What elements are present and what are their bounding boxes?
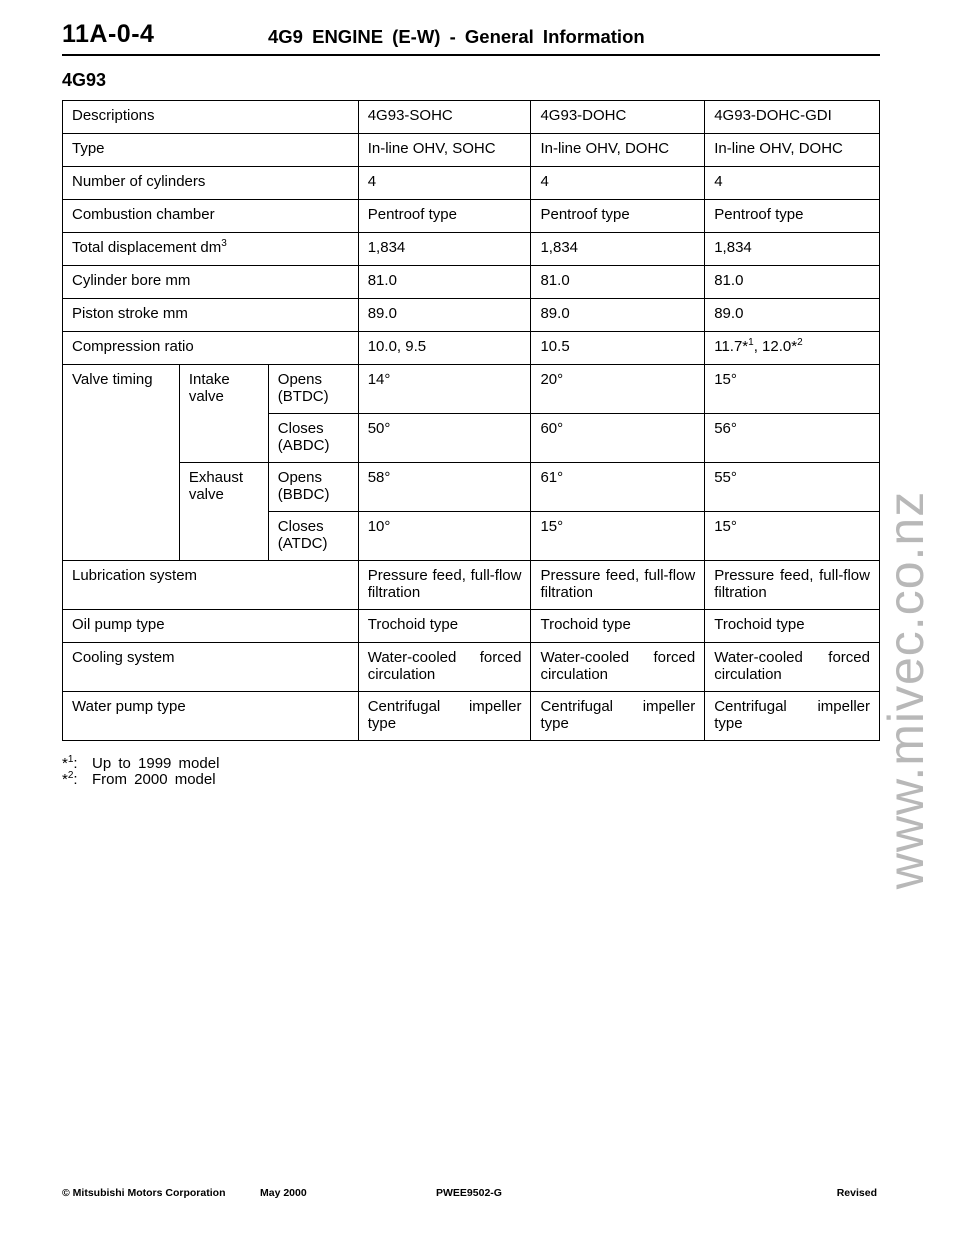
footer-status: Revised: [836, 1187, 877, 1199]
table-row: [63, 692, 880, 741]
row-label: Piston stroke mm: [63, 299, 359, 332]
cell-gdi: Trochoid type: [705, 610, 880, 643]
footnote-text: Up to 1999 model: [92, 755, 220, 772]
cell-sohc: 58°: [358, 463, 531, 512]
cell-gdi: 56°: [705, 414, 880, 463]
superscript: 3: [221, 238, 227, 249]
cell-dohc: Pentroof type: [531, 200, 705, 233]
table-row: [63, 134, 880, 167]
cell-dohc: Trochoid type: [531, 610, 705, 643]
table-row: [63, 299, 880, 332]
superscript: 1: [67, 754, 74, 765]
cell-dohc: 89.0: [531, 299, 705, 332]
table-row: [63, 233, 880, 266]
cell-sohc: 14°: [358, 365, 531, 414]
header-sohc: 4G93-SOHC: [358, 101, 531, 134]
cell-dohc: 10.5: [531, 332, 705, 365]
row-label: Cylinder bore mm: [63, 266, 359, 299]
cell-dohc: Water-cooled forced circulation: [531, 643, 705, 692]
cell-dohc: 4: [531, 167, 705, 200]
table-row: [63, 463, 880, 512]
table-row: [63, 332, 880, 365]
row-label: Number of cylinders: [63, 167, 359, 200]
row-label: Water pump type: [63, 692, 359, 741]
cell-gdi: Pressure feed, full-flow filtration: [705, 561, 880, 610]
cell-dohc: 20°: [531, 365, 705, 414]
row-label: Oil pump type: [63, 610, 359, 643]
exhaust-closes-label: Closes (ATDC): [268, 512, 358, 561]
cell-gdi: Water-cooled forced circulation: [705, 643, 880, 692]
footer-copyright: © Mitsubishi Motors Corporation: [62, 1187, 226, 1199]
cell-gdi: 15°: [705, 365, 880, 414]
cell-dohc: 60°: [531, 414, 705, 463]
cell-sohc: Pentroof type: [358, 200, 531, 233]
table-row: [63, 643, 880, 692]
exhaust-opens-label: Opens (BBDC): [268, 463, 358, 512]
footnote-text: From 2000 model: [92, 771, 216, 788]
superscript: 2: [797, 337, 803, 348]
row-label: Combustion chamber: [63, 200, 359, 233]
intake-closes-label: Closes (ABDC): [268, 414, 358, 463]
cell-sohc: 10°: [358, 512, 531, 561]
cell-gdi: Pentroof type: [705, 200, 880, 233]
ratio-value-1: 11.7*: [714, 338, 749, 355]
exhaust-valve-label: Exhaust valve: [179, 463, 268, 561]
row-label: Lubrication system: [63, 561, 359, 610]
cell-dohc: Pressure feed, full-flow filtration: [531, 561, 705, 610]
row-label: [63, 233, 359, 266]
intake-opens-label: Opens (BTDC): [268, 365, 358, 414]
page-title: 4G9 ENGINE (E-W) - General Information: [268, 26, 645, 47]
cell-dohc: 1,834: [531, 233, 705, 266]
table-row: [63, 610, 880, 643]
header-dohc: 4G93-DOHC: [531, 101, 705, 134]
table-header-row: [63, 101, 880, 134]
cell-sohc: Pressure feed, full-flow filtration: [358, 561, 531, 610]
cell-gdi: 81.0: [705, 266, 880, 299]
cell-sohc: 1,834: [358, 233, 531, 266]
ratio-separator: ,: [753, 338, 763, 355]
footnote-marker: *$^2$:: [62, 770, 78, 788]
table-row: [63, 266, 880, 299]
section-title: 4G93: [62, 70, 107, 90]
cell-sohc: In-line OHV, SOHC: [358, 134, 531, 167]
cell-sohc: 81.0: [358, 266, 531, 299]
page-header: [62, 18, 880, 56]
valve-timing-label: Valve timing: [63, 365, 180, 561]
table-row: [63, 561, 880, 610]
cell-gdi: 89.0: [705, 299, 880, 332]
table-row: [63, 167, 880, 200]
cell-dohc: 15°: [531, 512, 705, 561]
cell-dohc: Centrifugal impeller type: [531, 692, 705, 741]
superscript: 1: [748, 337, 754, 348]
row-label-text: Total displacement dm: [72, 239, 222, 256]
cell-dohc: In-line OHV, DOHC: [531, 134, 705, 167]
cell-dohc: 61°: [531, 463, 705, 512]
intake-valve-label: Intake valve: [179, 365, 268, 463]
superscript: 2: [67, 770, 74, 781]
cell-sohc: Centrifugal impeller type: [358, 692, 531, 741]
footer-code: PWEE9502-G: [436, 1187, 502, 1199]
table-row: [63, 365, 880, 414]
footnotes: [62, 756, 219, 788]
footer-date: May 2000: [260, 1187, 307, 1199]
watermark: www.mivec.co.nz: [878, 490, 934, 890]
cell-dohc: 81.0: [531, 266, 705, 299]
row-label: Cooling system: [63, 643, 359, 692]
table-row: [63, 200, 880, 233]
page-number: 11A-0-4: [62, 20, 155, 48]
footnote-2: [62, 772, 219, 788]
footnote-asterisk: *: [62, 771, 68, 788]
cell-gdi: Centrifugal impeller type: [705, 692, 880, 741]
footnote-1: [62, 756, 219, 772]
engine-spec-table: [62, 100, 880, 741]
cell-sohc: Trochoid type: [358, 610, 531, 643]
cell-sohc: Water-cooled forced circulation: [358, 643, 531, 692]
footnote-asterisk: *: [62, 755, 68, 772]
ratio-value-2: 12.0*: [762, 338, 798, 355]
footnote-marker: *$^1$:: [62, 754, 78, 772]
cell-gdi: In-line OHV, DOHC: [705, 134, 880, 167]
cell-gdi: 1,834: [705, 233, 880, 266]
cell-sohc: 4: [358, 167, 531, 200]
cell-gdi: 4: [705, 167, 880, 200]
row-label: Type: [63, 134, 359, 167]
row-label: Compression ratio: [63, 332, 359, 365]
header-descriptions: Descriptions: [63, 101, 359, 134]
cell-gdi: 15°: [705, 512, 880, 561]
cell-sohc: 50°: [358, 414, 531, 463]
cell-gdi: [705, 332, 880, 365]
cell-gdi: 55°: [705, 463, 880, 512]
cell-sohc: 89.0: [358, 299, 531, 332]
cell-sohc: 10.0, 9.5: [358, 332, 531, 365]
header-dohc-gdi: 4G93-DOHC-GDI: [705, 101, 880, 134]
